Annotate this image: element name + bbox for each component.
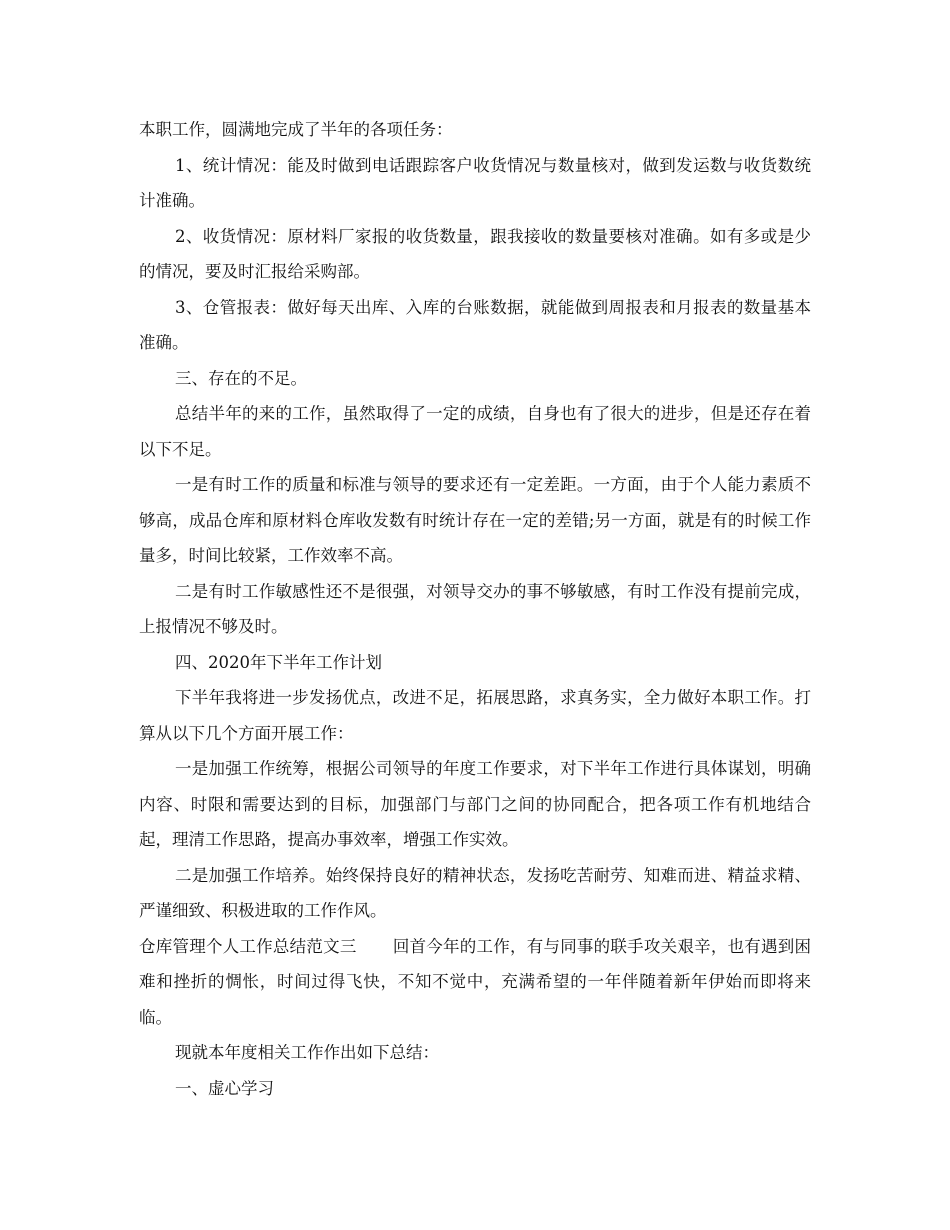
paragraph: 一是加强工作统筹，根据公司领导的年度工作要求，对下半年工作进行具体谋划，明确内容、时限和需要达到的目标，加强部门与部门之间的协同配合，把各项工作有机地结合起，理清工作思路，提高办事效率，增强工作实效。 xyxy=(139,759,811,849)
section-heading-shortcomings: 三、存在的不足。 xyxy=(175,368,307,388)
paragraph: 本职工作，圆满地完成了半年的各项任务： xyxy=(139,120,453,139)
document-body xyxy=(139,112,811,1106)
subsection-heading: 一、虚心学习 xyxy=(175,1078,274,1098)
paragraph: 3、仓管报表：做好每天出库、入库的台账数据，就能做到周报表和月报表的数量基本准确。 xyxy=(139,297,811,352)
section-heading-plan: 四、2020年下半年工作计划 xyxy=(175,652,382,672)
paragraph: 下半年我将进一步发扬优点，改进不足，拓展思路，求真务实，全力做好本职工作。打算从以下几个方面开展工作： xyxy=(139,688,811,743)
section-intro-paragraph xyxy=(139,929,811,1036)
paragraph: 总结半年的来的工作，虽然取得了一定的成绩，自身也有了很大的进步，但是还存在着以下不足。 xyxy=(139,404,811,459)
section-lead-text: 回首今年的工作，有与同事的联手攻关艰辛，也有遇到困难和挫折的惆怅，时间过得飞快，不知不觉中，充满希望的一年伴随着新年伊始而即将来临。 xyxy=(139,936,812,1027)
paragraph: 2、收货情况：原材料厂家报的收货数量，跟我接收的数量要核对准确。如有多或是少的情况，要及时汇报给采购部。 xyxy=(139,226,811,281)
paragraph: 二是有时工作敏感性还不是很强，对领导交办的事不够敏感，有时工作没有提前完成，上报情况不够及时。 xyxy=(139,581,811,636)
paragraph: 1、统计情况：能及时做到电话跟踪客户收货情况与数量核对，做到发运数与收货数统计准确。 xyxy=(139,155,811,210)
paragraph: 二是加强工作培养。始终保持良好的精神状态，发扬吃苦耐劳、知难而进、精益求精、严谨细致、积极进取的工作作风。 xyxy=(139,865,811,920)
paragraph: 一是有时工作的质量和标准与领导的要求还有一定差距。一方面，由于个人能力素质不够高，成品仓库和原材料仓库收发数有时统计存在一定的差错;另一方面，就是有的时候工作量多，时间比较紧，工作效率不高。 xyxy=(139,475,811,565)
section-title: 仓库管理个人工作总结范文三 xyxy=(139,936,357,956)
paragraph: 现就本年度相关工作作出如下总结： xyxy=(175,1043,439,1062)
